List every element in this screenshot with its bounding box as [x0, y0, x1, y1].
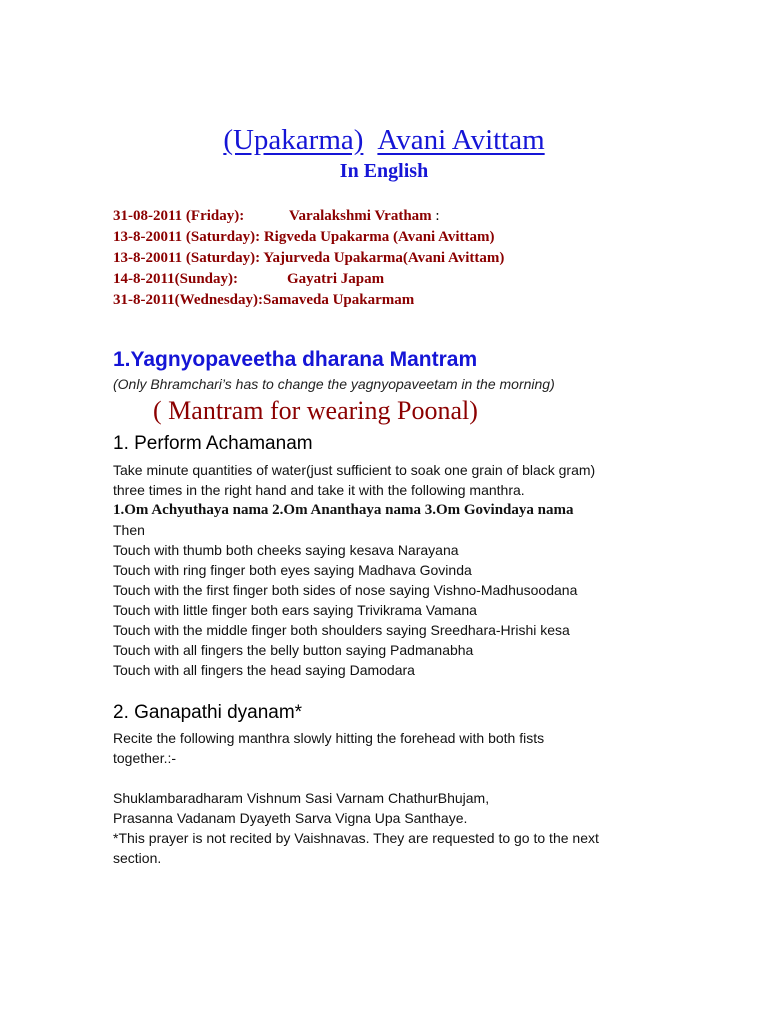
- body-line: Touch with thumb both cheeks saying kesava Narayana: [113, 542, 459, 558]
- mantram-heading: ( Mantram for wearing Poonal): [153, 396, 478, 425]
- event-suffix: :: [435, 208, 440, 224]
- event-text: Rigveda Upakarma (Avani Avittam): [263, 229, 495, 245]
- perform-achamanam-body: [113, 460, 673, 680]
- body-line: Touch with the middle finger both shoulders saying Sreedhara-Hrishi kesa: [113, 622, 570, 638]
- title-upakarma: (Upakarma): [223, 124, 364, 156]
- achamanam-names: 1.Om Achyuthaya nama 2.Om Ananthaya nama 3.Om Govindaya nama: [113, 502, 574, 518]
- date-text: 13-8-20011 (Saturday):: [113, 229, 261, 245]
- date-line: [113, 206, 733, 227]
- blank-line: [113, 768, 673, 788]
- document-subtitle: In English: [339, 160, 429, 182]
- body-line: Touch with ring finger both eyes saying Madhava Govinda: [113, 562, 472, 578]
- ganapathi-body: [113, 728, 673, 868]
- body-line: Touch with all fingers the head saying Damodara: [113, 662, 415, 678]
- date-line: [113, 227, 733, 248]
- body-line: together.:-: [113, 750, 177, 766]
- ganapathi-heading: 2. Ganapathi dyanam*: [113, 702, 303, 723]
- event-text: Gayatri Japam: [287, 271, 385, 287]
- body-line: Prasanna Vadanam Dyayeth Sarva Vigna Upa Santhaye.: [113, 810, 468, 826]
- body-line: Shuklambaradharam Vishnum Sasi Varnam ChathurBhujam,: [113, 790, 490, 806]
- date-line: [113, 248, 733, 269]
- perform-achamanam-heading: 1. Perform Achamanam: [113, 433, 313, 454]
- date-text: 13-8-20011 (Saturday):: [113, 250, 261, 266]
- body-line: Touch with the first finger both sides of nose saying Vishno-Madhusoodana: [113, 582, 578, 598]
- date-text: 31-08-2011 (Friday):: [113, 208, 245, 224]
- body-line: section.: [113, 850, 162, 866]
- section-heading-yagnyopaveetha: 1.Yagnyopaveetha dharana Mantram: [113, 348, 478, 371]
- event-text: Samaveda Upakarmam: [263, 292, 415, 308]
- body-line: Touch with all fingers the belly button saying Padmanabha: [113, 642, 474, 658]
- body-line: Take minute quantities of water(just sufficient to soak one grain of black gram): [113, 462, 596, 478]
- body-line: three times in the right hand and take it with the following manthra.: [113, 482, 525, 498]
- body-line: Recite the following manthra slowly hitting the forehead with both fists: [113, 730, 545, 746]
- section-note: (Only Bhramchari’s has to change the yagnyopaveetam in the morning): [113, 376, 555, 392]
- date-text: 14-8-2011(Sunday):: [113, 271, 239, 287]
- body-line: *This prayer is not recited by Vaishnavas. They are requested to go to the next: [113, 830, 599, 846]
- body-line: Touch with little finger both ears saying Trivikrama Vamana: [113, 602, 477, 618]
- event-text: Varalakshmi Vratham: [289, 208, 432, 224]
- document-title: [0, 124, 768, 157]
- title-avani-avittam: Avani Avittam: [377, 124, 545, 156]
- date-text: 31-8-2011(Wednesday):: [113, 292, 263, 308]
- event-text: Yajurveda Upakarma(Avani Avittam): [263, 250, 505, 266]
- body-line: Then: [113, 522, 145, 538]
- date-line: [113, 290, 733, 311]
- date-line: [113, 269, 733, 290]
- dates-list: [113, 206, 733, 311]
